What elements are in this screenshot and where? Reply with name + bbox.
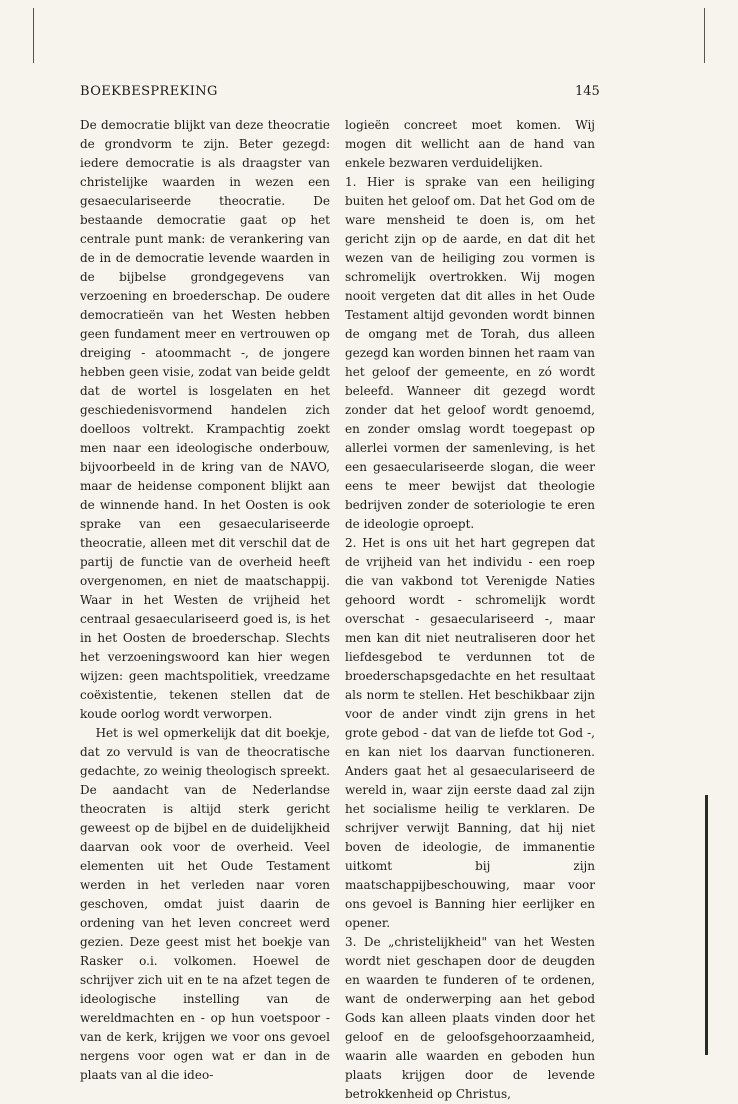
numbered-paragraph-2: 2. Het is ons uit het hart gegrepen dat de vrijheid van het individu - een roep die van vakbond tot Verenigde Naties gehoord wordt - schromelijk wordt overschat - gesaeculariseerd -, maar men kan dit niet neutraliseren door het liefdesgebod te verdunnen tot de broederschapsgedachte en het resultaat als norm te stellen. Het beschikbaar zijn voor de ander vindt zijn grens in het grote gebod - dat van de liefde tot God -, en kan niet los daarvan functioneren. Anders gaat het al gesaeculariseerd de wereld in, waar zijn eerste daad zal zijn het socialisme heilig te verklaren. De schrijver verwijt Banning, dat hij niet boven de ideologie, de immanentie uitkomt bij zijn maatschappijbeschouwing, maar voor ons gevoel is Banning hier eerlijker en opener. [345,536,595,930]
paragraph: De democratie blijkt van deze theocratie de grondvorm te zijn. Beter gezegd: iedere democratie is als draagster van christelijke waarden in wezen een gesaeculariseerde theocratie. De bestaande democratie gaat op het centrale punt mank: de verankering van de in de democratie levende waarden in de bijbelse grondgegevens van verzoening en broederschap. De oudere democratieën van het Westen hebben geen fundament meer en vertrouwen op dreiging - atoommacht -, de jongere hebben geen visie, zodat van beide geldt dat de wortel is losgelaten en het geschiedenisvormend handelen zich doelloos voltrekt. Krampachtig zoekt men naar een ideologische onderbouw, bijvoorbeeld in de kring van de NAVO, maar de heidense component blijkt aan de winnende hand. In het Oosten is ook sprake van een gesaeculariseerde theocratie, alleen met dit verschil dat de partij de functie van de overheid heeft overgenomen, en niet de maatschappij. Waar in het Westen de vrijheid het centraal gesaeculariseerd goed is, is het in het Oosten de broederschap. Slechts het verzoeningswoord kan hier wegen wijzen: geen machtspolitiek, vreedzame coëxistentie, tekenen stellen dat de koude oorlog wordt verworpen. [80,118,330,721]
page-number: 145 [575,84,600,99]
running-head: BOEKBESPREKING [80,84,218,99]
left-column [80,116,330,1085]
scan-margin-line-right [704,8,705,63]
paragraph: Het is wel opmerkelijk dat dit boekje, dat zo vervuld is van de theocratische gedachte, zo weinig theologisch spreekt. De aandacht van de Nederlandse theocraten is altijd sterk gericht geweest op de bijbel en de duidelijkheid daarvan ook voor de overheid. Veel elementen uit het Oude Testament werden in het verleden naar voren geschoven, omdat juist daarin de ordening van het leven concreet werd gezien. Deze geest mist het boekje van Rasker o.i. volkomen. Hoewel de schrijver zich uit en te na afzet tegen de ideologische instelling van de wereldmachten en - op hun voetspoor - van de kerk, krijgen we voor ons gevoel nergens voor ogen wat er dan in de plaats van al die ideo- [80,726,330,1082]
right-column [345,116,595,1104]
paragraph: logieën concreet moet komen. Wij mogen dit wellicht aan de hand van enkele bezwaren verduidelijken. [345,118,595,170]
numbered-paragraph-3: 3. De „christelijkheid" van het Westen wordt niet geschapen door de deugden en waarden te funderen of te ordenen, want de onderwerping aan het gebod Gods kan alleen plaats vinden door het geloof en de geloofsgehoorzaamheid, waarin alle waarden en geboden hun plaats krijgen door de levende betrokkenheid op Christus, [345,935,595,1101]
scan-edge-shadow [705,795,708,1055]
scan-margin-line-left [33,8,34,63]
numbered-paragraph-1: 1. Hier is sprake van een heiliging buiten het geloof om. Dat het God om de ware mensheid te doen is, om het gericht zijn op de aarde, en dat dit het wezen van de heiliging zou vormen is schromelijk overtrokken. Wij mogen nooit vergeten dat dit alles in het Oude Testament altijd gevonden wordt binnen de omgang met de Torah, dus alleen gezegd kan worden binnen het raam van het geloof der gemeente, en zó wordt beleefd. Wanneer dit gezegd wordt zonder dat het geloof wordt genoemd, en zonder omslag wordt toegepast op allerlei vormen der samenleving, is het een gesaeculariseerde slogan, die weer eens te meer bewijst dat theologie bedrijven zonder de soteriologie te eren de ideologie oproept. [345,175,595,531]
